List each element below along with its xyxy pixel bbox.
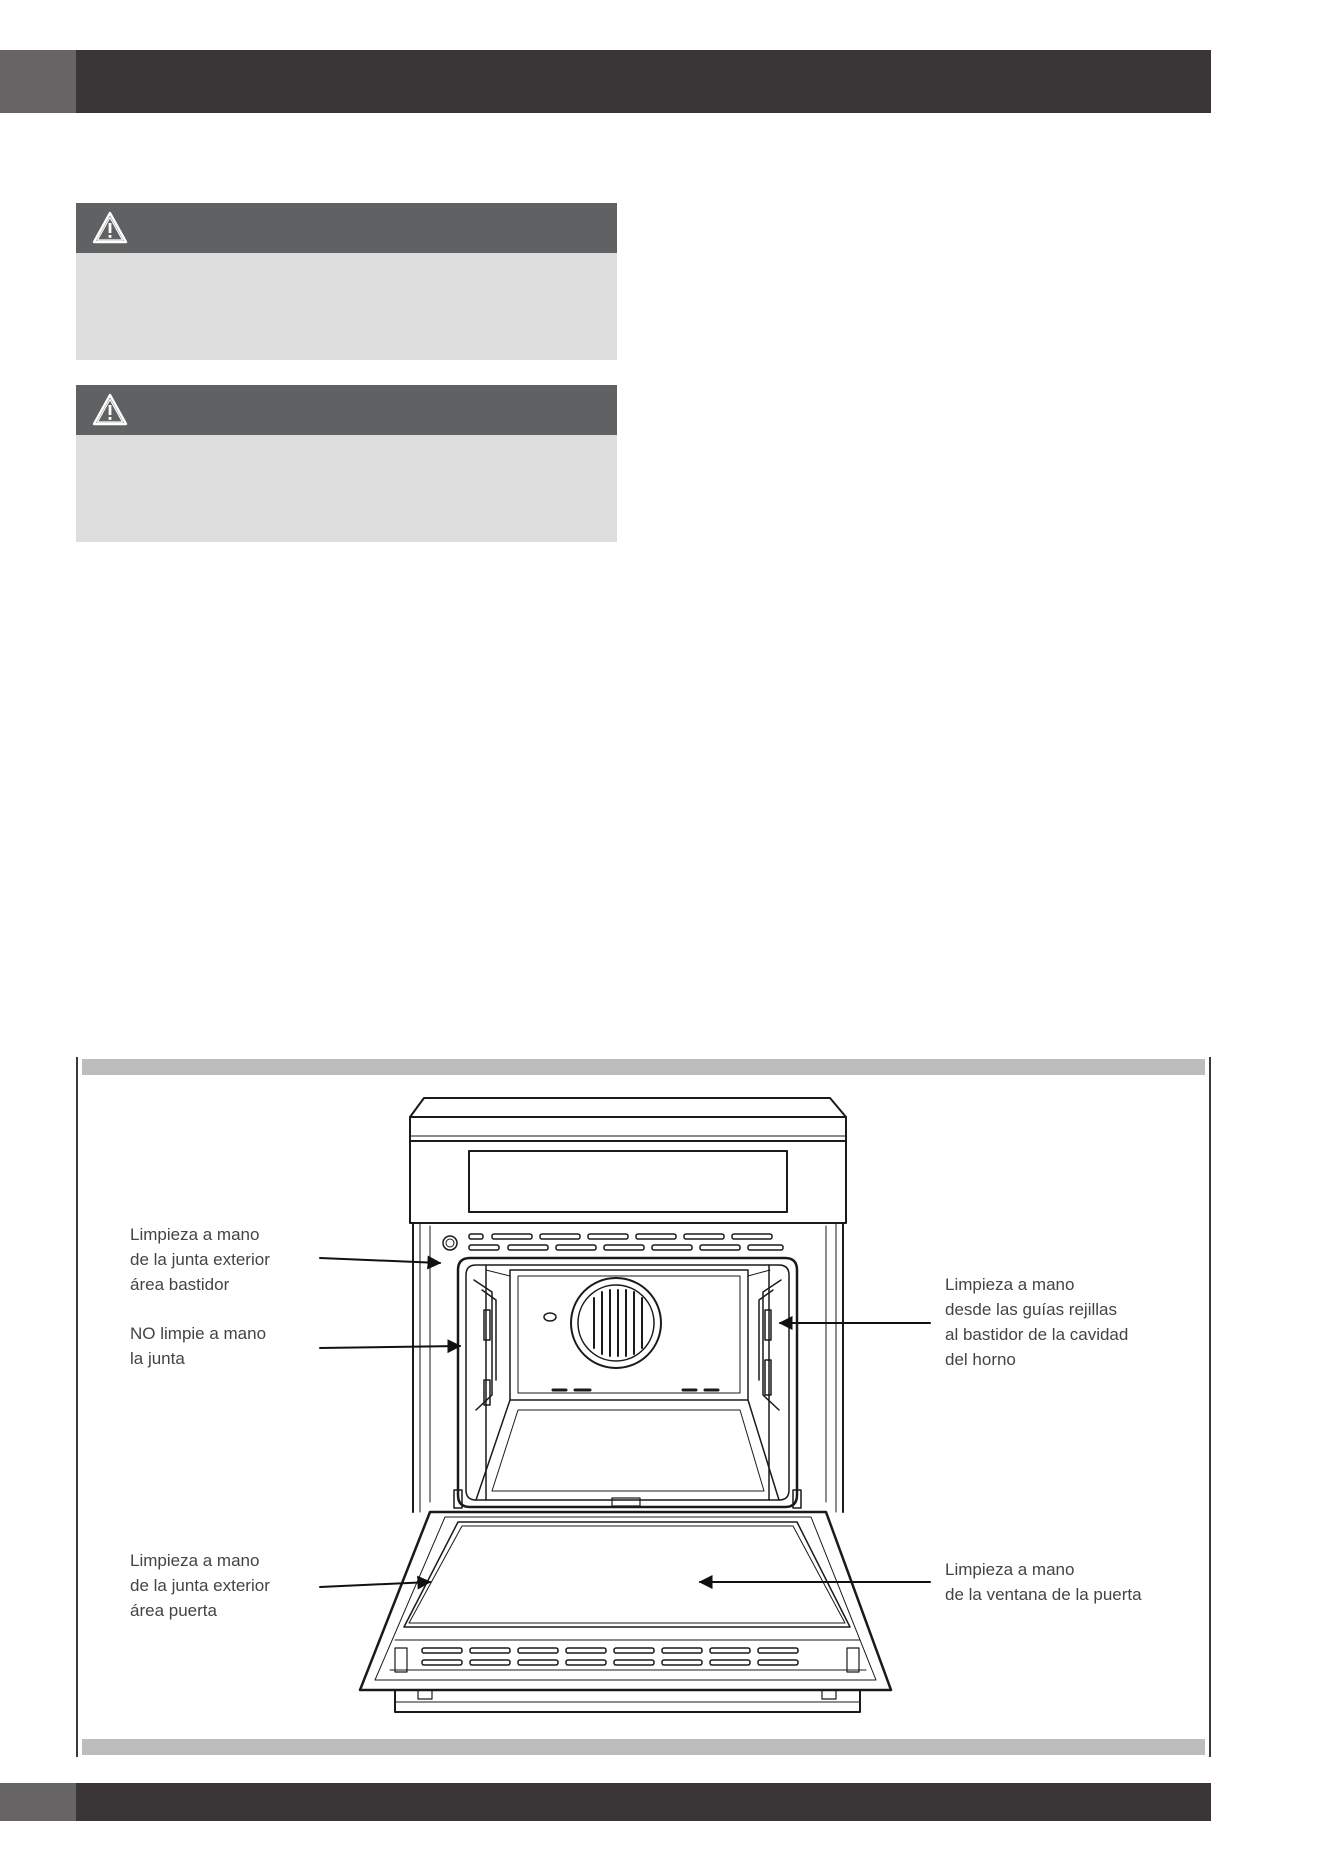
callout-rack-guides — [945, 1272, 1128, 1372]
callout-seal — [130, 1321, 266, 1371]
callout-line: Limpieza a mano — [130, 1551, 260, 1570]
callout-line: área puerta — [130, 1601, 217, 1620]
callout-door-window — [945, 1557, 1142, 1607]
oven-body — [413, 1223, 843, 1512]
callout-line: área bastidor — [130, 1275, 230, 1294]
callout-line: Limpieza a mano — [945, 1560, 1075, 1579]
callout-line: de la junta exterior — [130, 1250, 270, 1269]
callout-frame-seal — [130, 1222, 270, 1297]
oven-cavity — [454, 1258, 801, 1508]
callout-line: al bastidor de la cavidad — [945, 1325, 1129, 1344]
callout-line: del horno — [945, 1350, 1016, 1369]
callout-line: la junta — [130, 1349, 185, 1368]
callout-line: de la ventana de la puerta — [945, 1585, 1142, 1604]
arrow-frame-seal — [320, 1258, 440, 1263]
callout-line: de la junta exterior — [130, 1576, 270, 1595]
callout-line: NO limpie a mano — [130, 1324, 267, 1343]
oven-door — [360, 1512, 891, 1712]
page-footer-bar — [0, 1783, 1211, 1821]
callout-line: Limpieza a mano — [945, 1275, 1075, 1294]
callout-door-seal — [130, 1548, 270, 1623]
callout-line: Limpieza a mano — [130, 1225, 260, 1244]
arrow-seal — [320, 1346, 460, 1348]
oven-control-panel — [410, 1098, 846, 1223]
arrow-door-seal — [320, 1582, 430, 1587]
oven-top-vents — [443, 1234, 783, 1250]
page-footer-tab — [0, 1783, 76, 1821]
callout-line: desde las guías rejillas — [945, 1300, 1117, 1319]
